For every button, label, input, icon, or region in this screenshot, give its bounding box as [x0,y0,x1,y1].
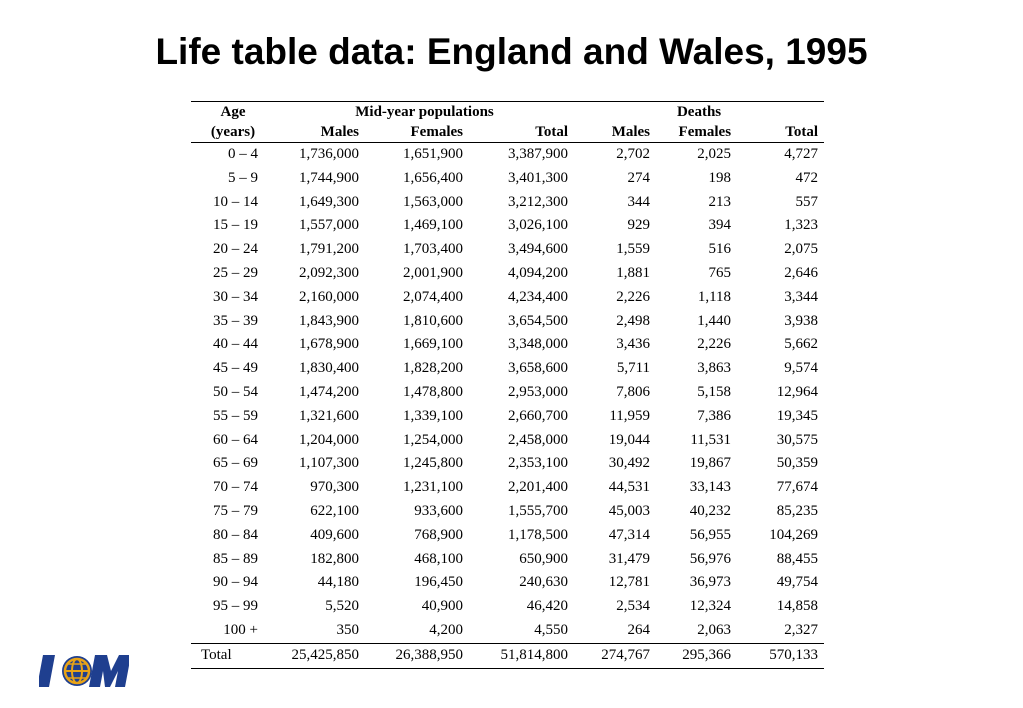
pop-females-cell: 933,600 [414,502,463,519]
deaths-females-cell: 1,440 [697,312,732,329]
header-pop-males: Males [275,122,365,143]
pop-females-cell: 2,074,400 [403,288,463,305]
deaths-males-cell: 2,226 [616,288,651,305]
pop-total-cell: 4,234,400 [508,288,569,305]
pop-males-cell: 1,791,200 [299,241,359,258]
pop-total-cell: 1,555,700 [508,502,569,519]
pop-total-cell: 1,178,500 [508,526,569,543]
deaths-total-cell: 2,075 [784,241,819,258]
deaths-females-cell: 213 [708,193,732,210]
deaths-total-cell: 104,269 [769,526,819,543]
deaths-females-cell: 198 [708,169,732,186]
iom-logo [39,651,129,691]
table-row [191,571,824,595]
deaths-males-cell: 1,881 [616,264,651,281]
header-populations-group: Mid-year populations [275,102,574,123]
deaths-females-cell: 1,118 [697,288,732,305]
deaths-total-cell: 77,674 [776,479,819,496]
deaths-males-cell: 7,806 [616,383,651,400]
age-cell: 55 – 59 [213,407,258,424]
deaths-females-cell: 2,025 [697,146,732,162]
total-deaths-females-cell: 295,366 [656,643,737,668]
deaths-total-cell: 19,345 [776,407,819,424]
table-row [191,500,824,524]
pop-males-cell: 2,160,000 [299,288,359,305]
deaths-males-cell: 2,534 [616,598,651,615]
deaths-males-cell: 2,498 [616,312,651,329]
deaths-total-cell: 5,662 [784,336,819,353]
age-cell: 100 + [223,621,258,638]
pop-total-cell: 3,658,600 [508,360,569,377]
deaths-total-cell: 2,327 [784,621,819,638]
pop-males-cell: 1,321,600 [299,407,359,424]
table-row [191,524,824,548]
pop-females-cell: 1,563,000 [403,193,463,210]
pop-total-cell: 4,550 [534,621,569,638]
deaths-males-cell: 274 [627,169,651,186]
deaths-total-cell: 472 [795,169,819,186]
pop-males-cell: 5,520 [325,598,359,615]
pop-males-cell: 1,830,400 [299,360,359,377]
total-pop-males-cell: 25,425,850 [275,643,365,668]
table-row [191,238,824,262]
pop-females-cell: 468,100 [414,550,463,567]
deaths-females-cell: 19,867 [689,455,732,472]
age-cell: 25 – 29 [213,264,258,281]
age-cell: 70 – 74 [213,479,258,496]
header-deaths-females: Females [656,122,737,143]
pop-males-cell: 1,736,000 [299,146,359,162]
pop-males-cell: 1,744,900 [299,169,359,186]
deaths-total-cell: 14,858 [776,598,819,615]
pop-males-cell: 1,107,300 [299,455,359,472]
deaths-total-cell: 2,646 [784,264,819,281]
deaths-males-cell: 11,959 [609,407,651,424]
pop-males-cell: 1,204,000 [299,431,359,448]
table-row [191,595,824,619]
deaths-males-cell: 264 [627,621,651,638]
pop-females-cell: 1,469,100 [403,217,463,234]
pop-males-cell: 1,678,900 [299,336,359,353]
pop-total-cell: 3,348,000 [508,336,569,353]
deaths-females-cell: 765 [708,264,732,281]
pop-males-cell: 2,092,300 [299,264,359,281]
deaths-females-cell: 56,976 [689,550,732,567]
age-cell: 30 – 34 [213,288,258,305]
total-age-cell: Total [191,643,275,668]
pop-females-cell: 1,254,000 [403,431,463,448]
pop-total-cell: 2,953,000 [508,383,569,400]
pop-total-cell: 3,401,300 [508,169,569,186]
deaths-females-cell: 5,158 [697,383,732,400]
deaths-total-cell: 9,574 [784,360,819,377]
deaths-total-cell: 12,964 [776,383,819,400]
pop-total-cell: 3,387,900 [508,146,569,162]
life-table [191,101,824,669]
pop-total-cell: 3,654,500 [508,312,569,329]
pop-total-cell: 2,201,400 [508,479,569,496]
pop-females-cell: 4,200 [429,621,463,638]
pop-females-cell: 2,001,900 [403,264,463,281]
life-table-container [191,101,824,669]
deaths-total-cell: 88,455 [776,550,819,567]
age-cell: 50 – 54 [213,383,258,400]
header-deaths-group: Deaths [574,102,824,123]
table-body [191,143,824,669]
pop-females-cell: 196,450 [414,574,463,591]
pop-total-cell: 3,494,600 [508,241,569,258]
pop-total-cell: 2,660,700 [508,407,569,424]
pop-males-cell: 622,100 [310,502,359,519]
pop-females-cell: 40,900 [421,598,463,615]
table-row [191,143,824,167]
pop-males-cell: 970,300 [310,479,359,496]
pop-males-cell: 1,843,900 [299,312,359,329]
total-deaths-males-cell: 274,767 [574,643,656,668]
age-cell: 85 – 89 [213,550,258,567]
pop-males-cell: 1,557,000 [299,217,359,234]
header-deaths-total: Total [737,122,824,143]
table-row [191,429,824,453]
table-row [191,476,824,500]
pop-females-cell: 1,828,200 [403,360,463,377]
age-cell: 95 – 99 [213,598,258,615]
pop-males-cell: 350 [336,621,359,638]
pop-males-cell: 44,180 [317,574,359,591]
deaths-total-cell: 3,938 [784,312,819,329]
pop-males-cell: 182,800 [310,550,359,567]
table-row [191,405,824,429]
table-row [191,548,824,572]
age-cell: 35 – 39 [213,312,258,329]
header-row-groups [191,102,824,123]
pop-females-cell: 1,339,100 [403,407,463,424]
total-deaths-total-cell: 570,133 [737,643,824,668]
pop-females-cell: 1,478,800 [403,383,463,400]
deaths-males-cell: 5,711 [616,360,651,377]
header-deaths-males: Males [574,122,656,143]
header-pop-total: Total [469,122,574,143]
table-row [191,357,824,381]
table-row [191,619,824,643]
deaths-females-cell: 3,863 [697,360,732,377]
pop-females-cell: 1,656,400 [403,169,463,186]
age-cell: 5 – 9 [228,169,258,186]
deaths-females-cell: 40,232 [689,502,732,519]
deaths-males-cell: 19,044 [608,431,651,448]
deaths-total-cell: 3,344 [784,288,819,305]
age-cell: 75 – 79 [213,502,258,519]
deaths-females-cell: 12,324 [689,598,732,615]
pop-total-cell: 650,900 [519,550,569,567]
age-cell: 65 – 69 [213,455,258,472]
table-row [191,286,824,310]
age-cell: 20 – 24 [213,241,258,258]
total-row [191,643,824,668]
pop-females-cell: 768,900 [414,526,463,543]
pop-females-cell: 1,703,400 [403,241,463,258]
pop-total-cell: 2,458,000 [508,431,569,448]
deaths-total-cell: 1,323 [784,217,819,234]
pop-females-cell: 1,651,900 [403,146,463,162]
deaths-total-cell: 49,754 [776,574,819,591]
deaths-total-cell: 50,359 [776,455,819,472]
deaths-males-cell: 344 [627,193,651,210]
deaths-females-cell: 11,531 [690,431,732,448]
deaths-males-cell: 47,314 [608,526,651,543]
deaths-males-cell: 3,436 [616,336,651,353]
pop-total-cell: 3,212,300 [508,193,569,210]
table-row [191,191,824,215]
deaths-males-cell: 44,531 [608,479,651,496]
pop-females-cell: 1,245,800 [403,455,463,472]
pop-males-cell: 1,474,200 [299,383,359,400]
deaths-total-cell: 85,235 [776,502,819,519]
deaths-males-cell: 929 [627,217,651,234]
header-age-unit: (years) [191,122,275,143]
deaths-females-cell: 7,386 [697,407,732,424]
table-row [191,214,824,238]
deaths-females-cell: 2,226 [697,336,732,353]
page-title: Life table data: England and Wales, 1995 [155,31,868,72]
pop-females-cell: 1,669,100 [403,336,463,353]
deaths-total-cell: 557 [795,193,819,210]
pop-total-cell: 46,420 [526,598,569,615]
deaths-females-cell: 2,063 [697,621,732,638]
header-age: Age [191,102,275,123]
age-cell: 80 – 84 [213,526,258,543]
deaths-males-cell: 30,492 [608,455,651,472]
deaths-males-cell: 12,781 [608,574,651,591]
age-cell: 40 – 44 [213,336,258,353]
deaths-females-cell: 56,955 [689,526,732,543]
pop-males-cell: 1,649,300 [299,193,359,210]
pop-females-cell: 1,231,100 [403,479,463,496]
total-pop-total-cell: 51,814,800 [469,643,574,668]
age-cell: 0 – 4 [228,146,258,162]
deaths-total-cell: 4,727 [784,146,819,162]
table-row [191,262,824,286]
table-row [191,452,824,476]
age-cell: 90 – 94 [213,574,258,591]
pop-females-cell: 1,810,600 [403,312,463,329]
deaths-males-cell: 45,003 [608,502,651,519]
deaths-females-cell: 33,143 [689,479,732,496]
age-cell: 10 – 14 [213,193,258,210]
age-cell: 60 – 64 [213,431,258,448]
deaths-total-cell: 30,575 [776,431,819,448]
table-row [191,310,824,334]
pop-total-cell: 2,353,100 [508,455,569,472]
header-row-columns [191,122,824,143]
pop-total-cell: 4,094,200 [508,264,569,281]
pop-males-cell: 409,600 [310,526,359,543]
deaths-males-cell: 1,559 [616,241,651,258]
deaths-females-cell: 516 [708,241,732,258]
deaths-males-cell: 31,479 [608,550,651,567]
pop-total-cell: 3,026,100 [508,217,569,234]
table-row [191,333,824,357]
age-cell: 45 – 49 [213,360,258,377]
total-pop-females-cell: 26,388,950 [365,643,469,668]
pop-total-cell: 240,630 [519,574,569,591]
deaths-females-cell: 394 [708,217,732,234]
deaths-females-cell: 36,973 [689,574,732,591]
table-row [191,167,824,191]
globe-icon [39,651,129,691]
age-cell: 15 – 19 [213,217,258,234]
deaths-males-cell: 2,702 [616,146,651,162]
table-row [191,381,824,405]
header-pop-females: Females [365,122,469,143]
